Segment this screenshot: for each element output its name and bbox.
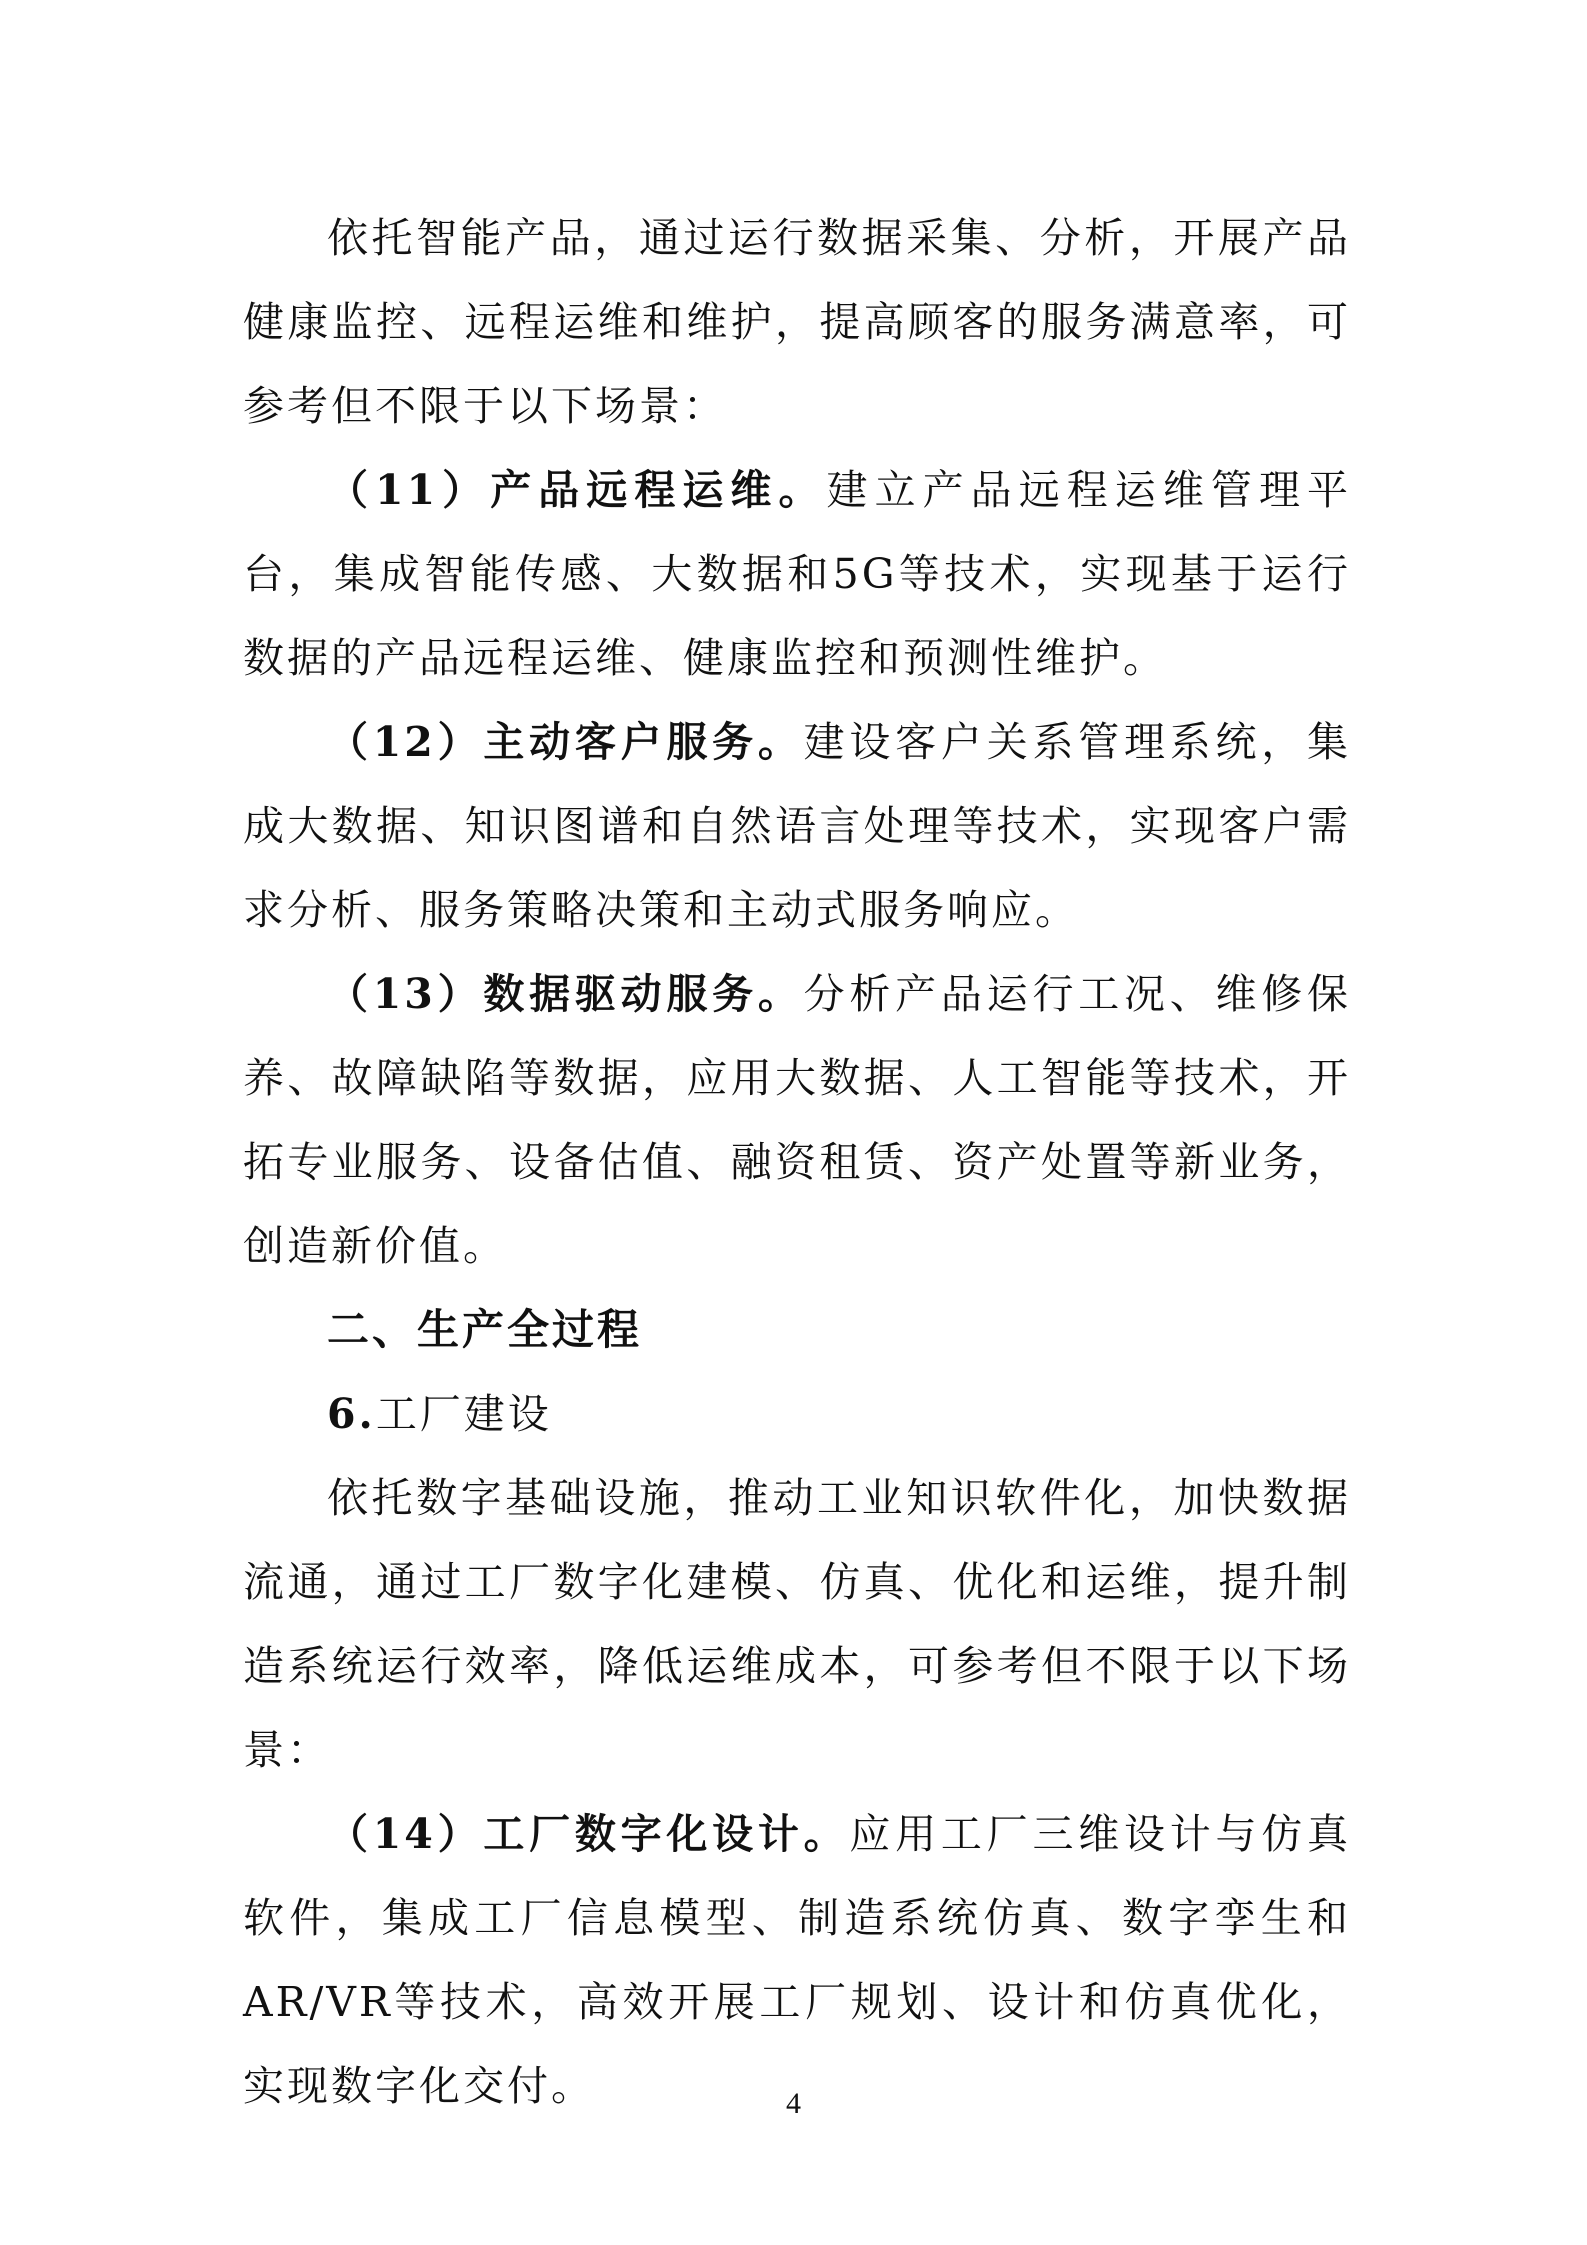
subsection-number: 6. xyxy=(327,1390,376,1438)
item-11-lead: （11）产品远程运维。 xyxy=(327,466,827,514)
section-intro-paragraph: 依托数字基础设施，推动工业知识软件化，加快数据流通，通过工厂数字化建模、仿真、优化和运维，提升制造系统运行效率，降低运维成本，可参考但不限于以下场景： xyxy=(243,1474,1351,1774)
item-14-lead: （14）工厂数字化设计。 xyxy=(327,1810,850,1858)
subsection-title: 工厂建设 xyxy=(375,1390,552,1438)
subsection-heading xyxy=(243,1372,1351,1456)
item-13-paragraph xyxy=(243,952,1351,1288)
item-13-body: 分析产品运行工况、维修保养、故障缺陷等数据，应用大数据、人工智能等技术，开拓专业服务、设备估值、融资租赁、资产处置等新业务，创造新价值。 xyxy=(243,970,1352,1270)
page-number: 4 xyxy=(786,2087,801,2120)
item-13-lead: （13）数据驱动服务。 xyxy=(327,970,804,1018)
item-12-body: 建设客户关系管理系统，集成大数据、知识图谱和自然语言处理等技术，实现客户需求分析、服务策略决策和主动式服务响应。 xyxy=(243,718,1352,934)
item-12-lead: （12）主动客户服务。 xyxy=(327,718,804,766)
item-12-paragraph xyxy=(243,700,1351,952)
item-14-body: 应用工厂三维设计与仿真软件，集成工厂信息模型、制造系统仿真、数字孪生和AR/VR等技术，高效开展工厂规划、设计和仿真优化，实现数字化交付。 xyxy=(243,1810,1351,2110)
item-11-paragraph xyxy=(243,448,1351,700)
intro-paragraph: 依托智能产品，通过运行数据采集、分析，开展产品健康监控、远程运维和维护，提高顾客的服务满意率，可参考但不限于以下场景： xyxy=(243,214,1351,430)
section-heading: 二、生产全过程 xyxy=(327,1305,643,1354)
body-text xyxy=(243,196,1351,2128)
item-14-paragraph xyxy=(243,1792,1351,2128)
item-11-body: 建立产品远程运维管理平台，集成智能传感、大数据和5G等技术，实现基于运行数据的产品远程运维、健康监控和预测性维护。 xyxy=(243,466,1351,682)
